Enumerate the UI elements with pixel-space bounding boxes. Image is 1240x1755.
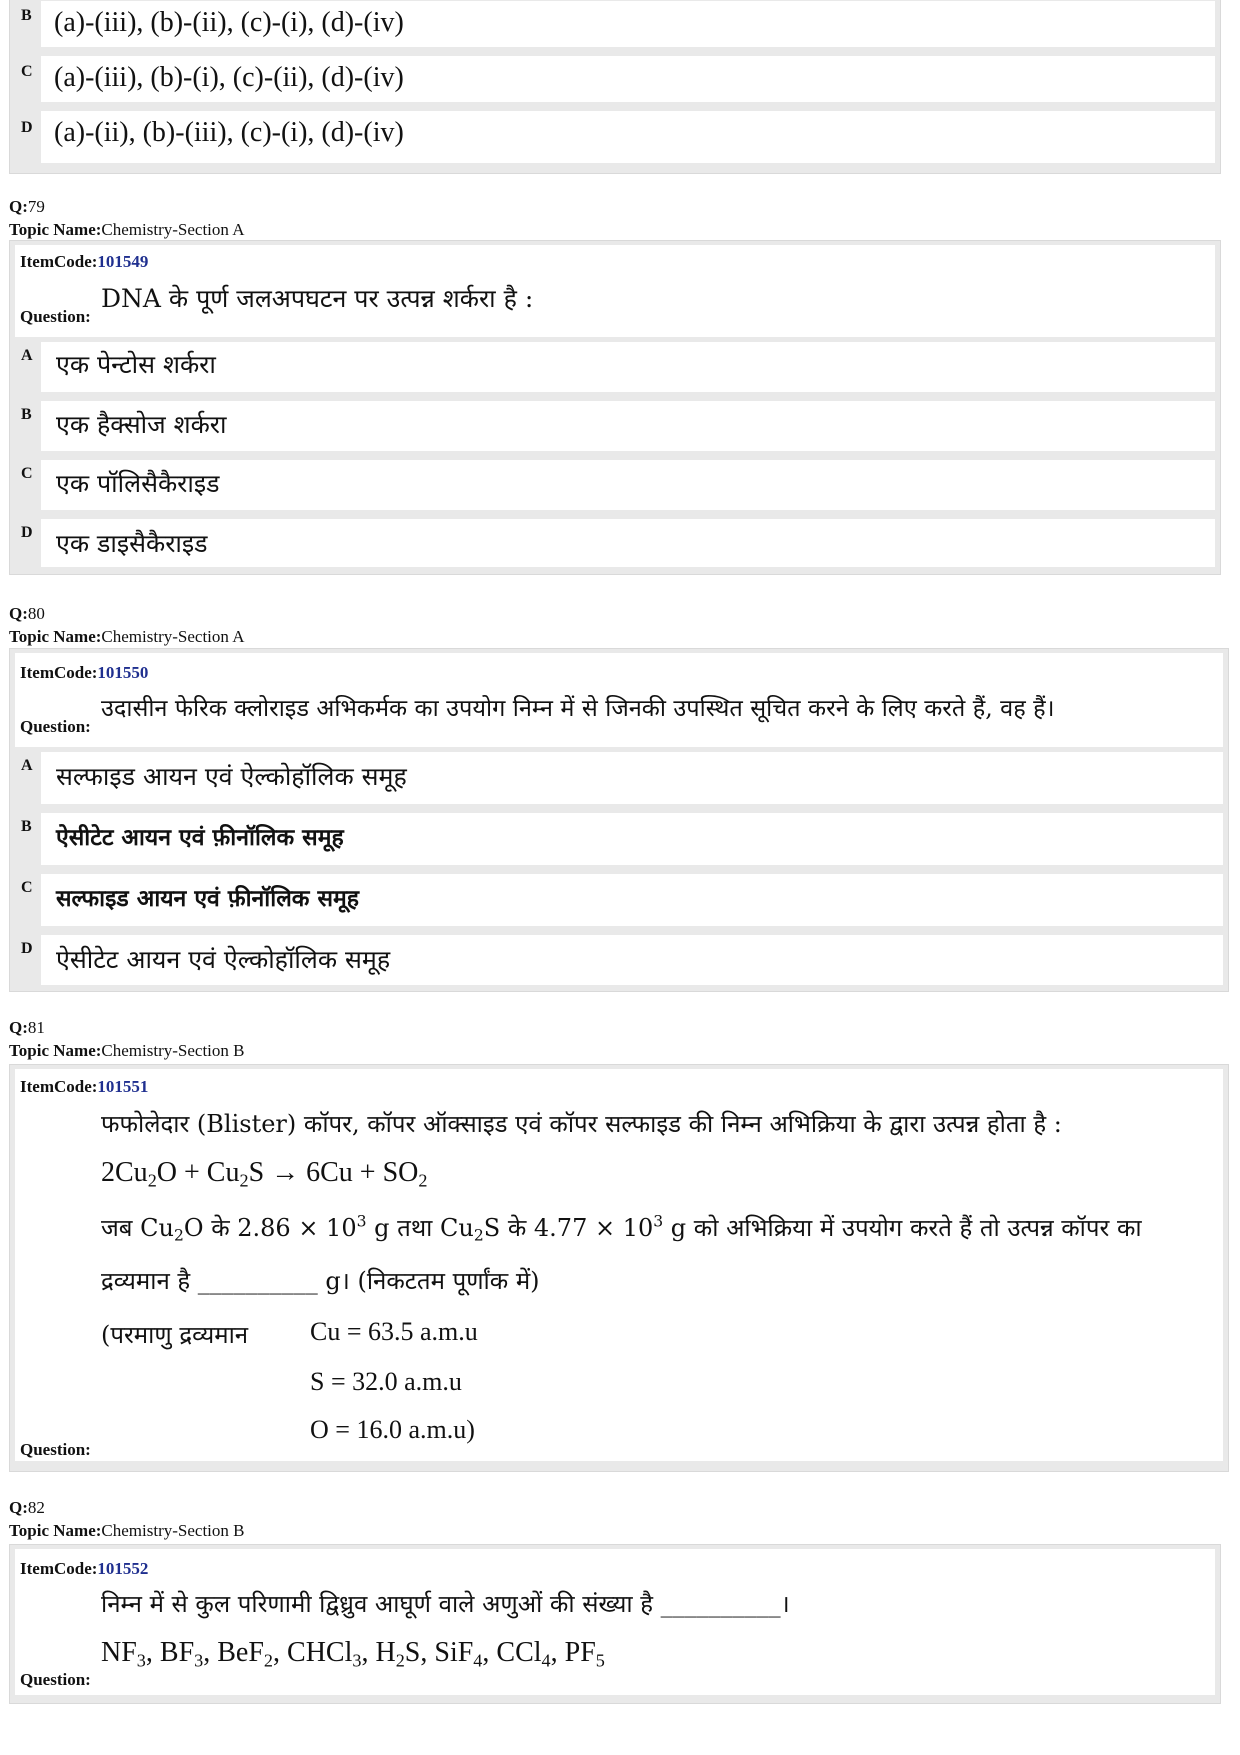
option-text: (a)-(ii), (b)-(iii), (c)-(i), (d)-(iv) <box>54 117 404 148</box>
question-label: Question: <box>20 717 91 736</box>
item-code: ItemCode:101551 <box>20 1077 149 1096</box>
option-text: (a)-(iii), (b)-(ii), (c)-(i), (d)-(iv) <box>54 7 404 38</box>
question-number: Q:79 <box>9 197 45 216</box>
atomic-mass-o: O = 16.0 a.m.u) <box>310 1415 475 1444</box>
atomic-mass-cu: Cu = 63.5 a.m.u <box>310 1317 478 1346</box>
question-text: DNA के पूर्ण जलअपघटन पर उत्पन्न शर्करा है : <box>101 284 534 313</box>
question-label: Question: <box>20 307 91 326</box>
question-text: निम्न में से कुल परिणामी द्विध्रुव आघूर्ण वाले अणुओं की संख्या है __________। <box>101 1590 790 1618</box>
atomic-mass-s: S = 32.0 a.m.u <box>310 1367 462 1396</box>
item-code: ItemCode:101550 <box>20 663 149 682</box>
option-letter: C <box>21 879 33 896</box>
item-code: ItemCode:101552 <box>20 1559 149 1578</box>
option-letter: B <box>21 818 32 835</box>
topic-name: Topic Name:Chemistry-Section B <box>9 1521 245 1540</box>
question-box-82 <box>9 1544 1221 1704</box>
option-letter: A <box>21 757 33 774</box>
option-text: सल्फाइड आयन एवं ऐल्कोहॉलिक समूह <box>56 762 407 791</box>
question-row <box>15 1549 1215 1695</box>
topic-name: Topic Name:Chemistry-Section A <box>9 220 245 239</box>
option-text: एक पेन्टोस शर्करा <box>56 350 216 379</box>
question-text: द्रव्यमान है __________ g। (निकटतम पूर्णांक में) <box>101 1267 540 1295</box>
question-number: Q:81 <box>9 1018 45 1037</box>
option-row[interactable] <box>41 342 1215 392</box>
atomic-mass-label: (परमाणु द्रव्यमान <box>101 1321 249 1349</box>
question-text: फफोलेदार (Blister) कॉपर, कॉपर ऑक्साइड एवं कॉपर सल्फाइड की निम्न अभिक्रिया के द्वारा उत्पन्न होता है : <box>101 1110 1062 1138</box>
question-text: उदासीन फेरिक क्लोराइड अभिकर्मक का उपयोग निम्न में से जिनकी उपस्थित सूचित करने के लिए करते हैं, वह हैं। <box>101 694 1055 722</box>
item-code: ItemCode:101549 <box>20 252 149 271</box>
question-box-80 <box>9 648 1229 992</box>
molecule-list: $NF_3$, $BF_3$, BeF$_2$, CHCl$_3$, $H_2S$, SiF$_4$, CCl$_4$, $PF_5$ <box>101 1637 605 1671</box>
option-text: सल्फाइड आयन एवं फ़ीनॉलिक समूह <box>56 885 359 912</box>
option-text: ऐसीटेट आयन एवं फ़ीनॉलिक समूह <box>56 824 344 851</box>
question-number: Q:82 <box>9 1498 45 1517</box>
option-letter: C <box>21 63 33 80</box>
option-text: ऐसीटेट आयन एवं ऐल्कोहॉलिक समूह <box>56 945 391 974</box>
question-label: Question: <box>20 1670 91 1689</box>
topic-name: Topic Name:Chemistry-Section A <box>9 627 245 646</box>
option-row[interactable] <box>41 519 1215 567</box>
option-letter: B <box>21 7 32 24</box>
option-letter: D <box>21 940 33 957</box>
option-text: (a)-(iii), (b)-(i), (c)-(ii), (d)-(iv) <box>54 62 404 93</box>
option-text: एक डाइसैकैराइड <box>56 529 208 558</box>
question-label: Question: <box>20 1440 91 1459</box>
question-box-81 <box>9 1064 1229 1472</box>
option-letter: B <box>21 406 32 423</box>
option-text: एक पॉलिसैकैराइड <box>56 469 220 498</box>
question-box-79 <box>9 240 1221 575</box>
question-number: Q:80 <box>9 604 45 623</box>
option-letter: C <box>21 465 33 482</box>
option-text: एक हैक्सोज शर्करा <box>56 410 227 439</box>
chemical-equation: $2Cu_2O + Cu_2S \to 6Cu + SO_2$ <box>101 1157 428 1191</box>
prev-options-box <box>9 0 1221 174</box>
option-letter: D <box>21 524 33 541</box>
topic-name: Topic Name:Chemistry-Section B <box>9 1041 245 1060</box>
question-text: जब $Cu_2O$ के $2.86 \times 10^3$ g तथा $Cu_2S$ के $4.77 \times 10^3$ g को अभिक्रिया में उपयोग करते हैं तो उत्पन्न कॉपर का <box>101 1212 1142 1245</box>
option-letter: D <box>21 119 33 136</box>
option-letter: A <box>21 347 33 364</box>
